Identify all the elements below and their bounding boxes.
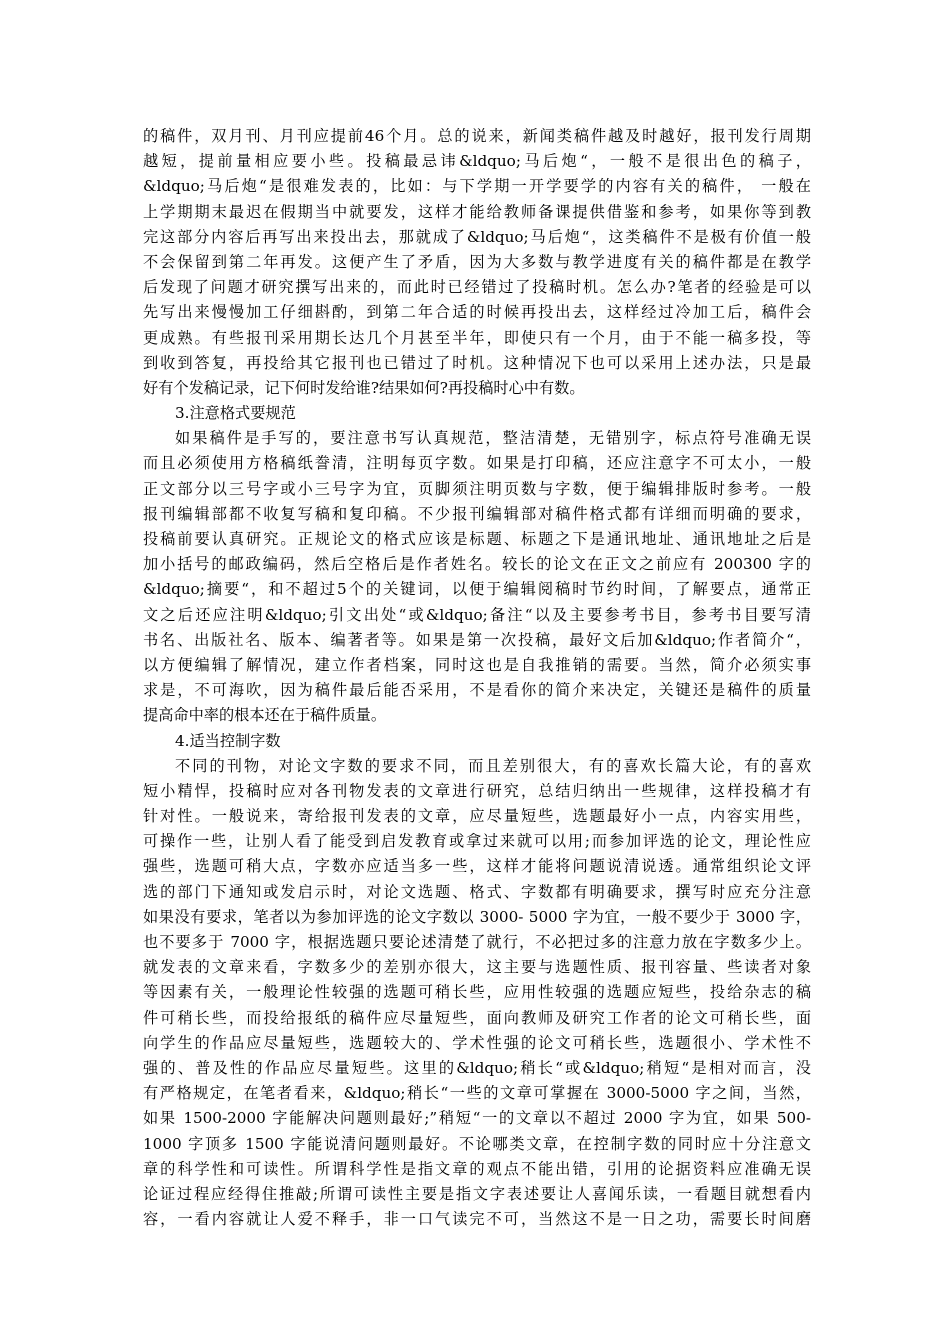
text-line: 以方便编辑了解情况，建立作者档案，同时这也是自我推销的需要。当然，简介必须实事 [143, 655, 811, 674]
text-line: 可操作一些，让别人看了能受到启发教育或拿过来就可以用;而参加评选的论文，理论性应 [143, 832, 811, 851]
text-line: 强些，选题可稍大点，字数亦应适当多一些，这样才能将问题说清说透。通常组织论文评 [143, 857, 811, 876]
text-line: &ldquo;马后炮“是很难发表的，比如：与下学期一开学要学的内容有关的稿件， 一般在 [143, 177, 811, 196]
section-heading: 3.注意格式要规范 [175, 404, 296, 423]
text-line: 也不要多于 7000 字，根据选题只要论述清楚了就行，不必把过多的注意力放在字数多少上。 [143, 933, 811, 951]
text-line: 如果 1500-2000 字能解决问题则最好;”稍短“一的文章以不超过 2000 字为宜，如果 500- [143, 1109, 811, 1128]
text-line: 书名、出版社名、版本、编著者等。如果是第一次投稿，最好文后加&ldquo;作者简介“， [143, 630, 811, 649]
text-line: 而且必须使用方格稿纸誊清，注明每页字数。如果是打印稿，还应注意字不可太小，一般 [143, 454, 811, 473]
text-line: 报刊编辑部都不收复写稿和复印稿。不少报刊编辑部对稿件格式都有详细而明确的要求， [143, 504, 811, 523]
text-line: 选的部门下通知或发启示时，对论文选题、格式、字数都有明确要求，撰写时应充分注意 [143, 882, 811, 901]
text-line: 有严格规定，在笔者看来，&ldquo;稍长“一些的文章可掌握在 3000-5000 字之间，当然， [143, 1084, 811, 1103]
text-line: 求是，不可海吹，因为稿件最后能否采用，不是看你的简介来决定，关键还是稿件的质量 [143, 681, 811, 700]
text-line: 投稿前要认真研究。正规论文的格式应该是标题、标题之下是通讯地址、通讯地址之后是 [143, 530, 811, 548]
text-line: 加小括号的邮政编码，然后空格后是作者姓名。较长的论文在正文之前应有 200300 字的 [143, 555, 811, 574]
text-line: 论证过程应经得住推敲;所谓可读性主要是指文字表述要让人喜闻乐读，一看题目就想看内 [143, 1184, 811, 1203]
text-line: 文之后还应注明&ldquo;引文出处“或&ldquo;备注“以及主要参考书目，参考书目要写清 [143, 605, 811, 624]
text-line: 不会保留到第二年再发。这便产生了矛盾，因为大多数与教学进度有关的稿件都是在教学 [143, 252, 811, 271]
text-line: 向学生的作品应尽量短些，选题较大的、学术性强的论文可稍长些，选题很小、学术性不 [143, 1033, 811, 1052]
text-line: 好有个发稿记录，记下何时发给谁?结果如何?再投稿时心中有数。 [143, 378, 585, 397]
text-line: 后发现了问题才研究撰写出来的，而此时已经错过了投稿时机。怎么办?笔者的经验是可以 [143, 278, 811, 297]
text-line: 件可稍长些，而投给报纸的稿件应尽量短些，面向教师及研究工作者的论文可稍长些，面 [143, 1008, 811, 1027]
text-line: 1000 字顶多 1500 字能说清问题则最好。不论哪类文章，在控制字数的同时应十分注意文 [143, 1134, 811, 1153]
text-line: 就发表的文章来看，字数多少的差别亦很大，这主要与选题性质、报刊容量、些读者对象 [143, 958, 811, 977]
section-heading: 4.适当控制字数 [175, 731, 281, 750]
text-line: 章的科学性和可读性。所谓科学性是指文章的观点不能出错，引用的论据资料应准确无误 [143, 1159, 811, 1178]
text-line: 强的、普及性的作品应尽量短些。这里的&ldquo;稍长“或&ldquo;稍短“是相对而言，没 [143, 1058, 811, 1077]
text-line: &ldquo;摘要“，和不超过5个的关键词，以便于编辑阅稿时节约时间，了解要点，通常正 [143, 580, 811, 599]
text-line: 等因素有关，一般理论性较强的选题可稍长些，应用性较强的选题应短些，投给杂志的稿 [143, 983, 811, 1002]
text-line: 的稿件，双月刊、月刊应提前46个月。总的说来，新闻类稿件越及时越好，报刊发行周期 [143, 127, 811, 145]
text-line: 到收到答复，再投给其它报刊也已错过了时机。这种情况下也可以采用上述办法，只是最 [143, 353, 811, 372]
text-line: 针对性。一般说来，寄给报刊发表的文章，应尽量短些，选题最好小一点，内容实用些， [143, 807, 811, 826]
text-line: 越短，提前量相应要小些。投稿最忌讳&ldquo;马后炮“，一般不是很出色的稿子， [143, 152, 811, 171]
text-line: 容，一看内容就让人爱不释手，非一口气读完不可，当然这不是一日之功，需要长时间磨 [143, 1210, 811, 1229]
text-line: 如果没有要求，笔者以为参加评选的论文字数以 3000- 5000 字为宜，一般不要少于 3000 字， [143, 907, 811, 926]
text-line: 提高命中率的根本还在于稿件质量。 [143, 706, 386, 725]
text-line: 先写出来慢慢加工仔细斟酌，到第二年合适的时候再投出去，这样经过冷加工后，稿件会 [143, 303, 811, 322]
text-line: 不同的刊物，对论文字数的要求不同，而且差别很大，有的喜欢长篇大论，有的喜欢 [175, 756, 811, 775]
text-line: 完这部分内容后再写出来投出去，那就成了&ldquo;马后炮“，这类稿件不是极有价值一般 [143, 227, 811, 246]
text-line: 如果稿件是手写的，要注意书写认真规范，整洁清楚，无错别字，标点符号准确无误 [175, 429, 811, 448]
text-line: 更成熟。有些报刊采用期长达几个月甚至半年，即使只有一个月，由于不能一稿多投，等 [143, 328, 811, 347]
text-line: 上学期期末最迟在假期当中就要发，这样才能给教师备课提供借鉴和参考，如果你等到教 [143, 202, 811, 221]
document-body [143, 124, 811, 1232]
text-line: 短小精悍，投稿时应对各刊物发表的文章进行研究，总结归纳出一些规律，这样投稿才有 [143, 781, 811, 800]
text-line: 正文部分以三号字或小三号字为宜，页脚须注明页数与字数，便于编辑排版时参考。一般 [143, 479, 811, 498]
